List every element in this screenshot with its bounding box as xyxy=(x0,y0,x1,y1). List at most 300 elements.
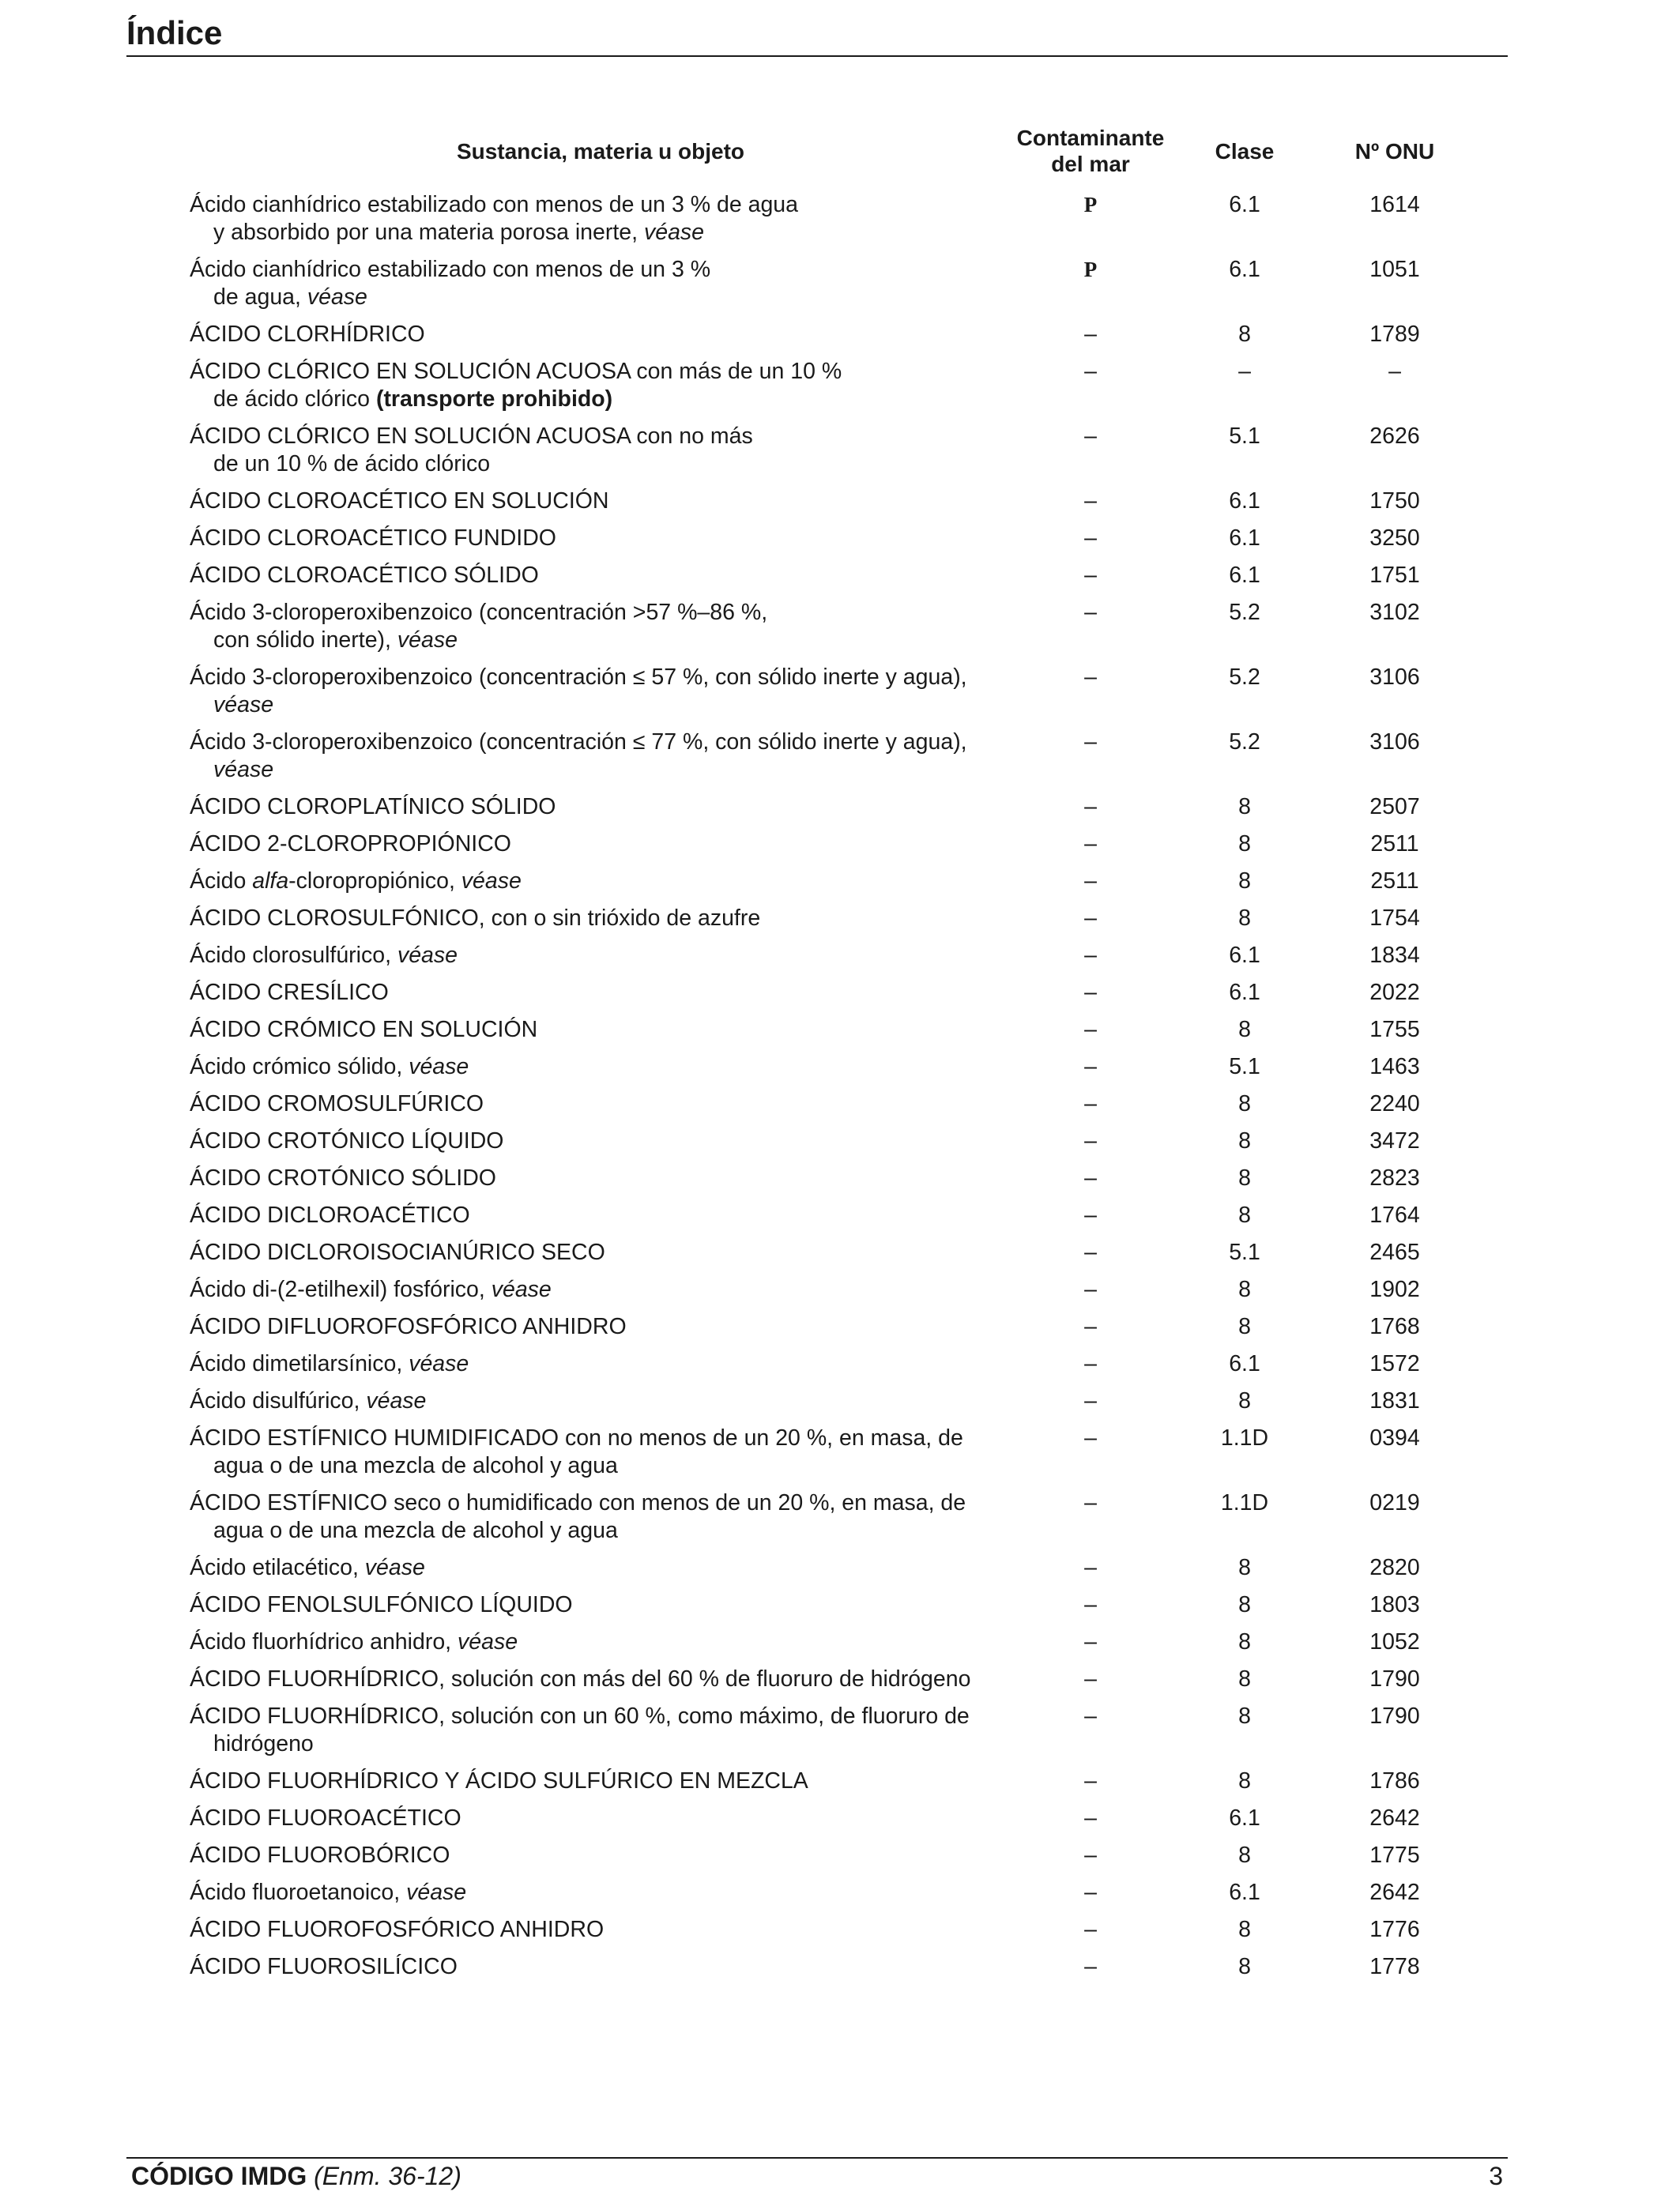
marine-pollutant-cell-value: – xyxy=(1084,943,1097,968)
substance-name-line xyxy=(190,831,511,857)
text: Ácido fluoroetanoico, xyxy=(190,1880,407,1905)
class-cell-value: 8 xyxy=(1238,1203,1251,1228)
substance-name xyxy=(190,1165,1011,1202)
substance-name xyxy=(190,793,1011,830)
class-cell-value: 6.1 xyxy=(1229,1805,1260,1831)
substance-name xyxy=(190,1313,1011,1350)
substance-name-line xyxy=(190,1666,970,1692)
un-number-cell-value: 3106 xyxy=(1369,729,1420,755)
text: ÁCIDO CLORHÍDRICO xyxy=(190,322,425,347)
text: ÁCIDO FLUOROACÉTICO xyxy=(190,1805,461,1831)
un-number-cell-value: 2642 xyxy=(1369,1880,1420,1905)
italic-text: véase xyxy=(409,1351,469,1376)
substance-name-line xyxy=(190,1730,980,1758)
text: de agua, xyxy=(213,284,307,310)
marine-pollutant-cell xyxy=(1011,1425,1170,1489)
un-number-cell xyxy=(1320,868,1470,905)
marine-pollutant-cell-value: – xyxy=(1084,525,1097,551)
marine-pollutant-cell-value: – xyxy=(1084,563,1097,588)
un-number-cell-value: 1755 xyxy=(1369,1017,1420,1042)
class-cell xyxy=(1170,830,1320,868)
substance-name-line xyxy=(190,450,980,478)
substance-name xyxy=(190,1387,1011,1425)
un-number-cell-value: 3472 xyxy=(1369,1128,1420,1154)
substance-name xyxy=(190,488,1011,525)
substance-name xyxy=(190,1805,1011,1842)
substance-name xyxy=(190,729,1011,793)
substance-name xyxy=(190,1768,1011,1805)
un-number-cell-value: 1751 xyxy=(1369,563,1420,588)
class-cell xyxy=(1170,729,1320,793)
marine-pollutant-cell-value: – xyxy=(1084,1880,1097,1905)
text: ÁCIDO FLUORHÍDRICO, solución con un 60 %, como máximo, de fluoruro de xyxy=(190,1704,970,1729)
un-number-cell-value: 1463 xyxy=(1369,1054,1420,1079)
substance-name-line xyxy=(190,1017,537,1042)
un-number-cell xyxy=(1320,830,1470,868)
substance-name-line xyxy=(190,488,609,514)
class-cell-value: 8 xyxy=(1238,1388,1251,1414)
class-cell-value: 8 xyxy=(1238,1768,1251,1794)
class-cell-value: 6.1 xyxy=(1229,1880,1260,1905)
substance-name xyxy=(190,1016,1011,1053)
class-cell-value: 8 xyxy=(1238,1954,1251,1979)
marine-pollutant-cell-value: – xyxy=(1084,1277,1097,1302)
table-row xyxy=(190,793,1470,830)
marine-pollutant-cell-value: – xyxy=(1084,600,1097,625)
substance-name xyxy=(190,1554,1011,1591)
substance-name xyxy=(190,1879,1011,1916)
text: agua o de una mezcla de alcohol y agua xyxy=(213,1518,618,1543)
class-cell-value: 8 xyxy=(1238,1629,1251,1655)
marine-pollutant-cell xyxy=(1011,256,1170,321)
italic-text: véase xyxy=(461,868,522,894)
un-number-cell-value: 3106 xyxy=(1369,665,1420,690)
text: ÁCIDO CROTÓNICO SÓLIDO xyxy=(190,1165,496,1191)
class-cell xyxy=(1170,1554,1320,1591)
class-cell-value: 8 xyxy=(1238,1843,1251,1868)
substance-name-line xyxy=(190,1517,980,1545)
marine-pollutant-cell-value: – xyxy=(1084,1629,1097,1655)
un-number-cell xyxy=(1320,664,1470,729)
table-row xyxy=(190,729,1470,793)
marine-pollutant-cell xyxy=(1011,1313,1170,1350)
class-cell-value: 8 xyxy=(1238,1592,1251,1617)
class-cell-value: 8 xyxy=(1238,1314,1251,1339)
marine-pollutant-cell-value: – xyxy=(1084,1351,1097,1376)
marine-pollutant-cell-value: – xyxy=(1084,1425,1097,1451)
substance-name-line xyxy=(190,868,522,894)
table-row xyxy=(190,1703,1470,1768)
bold-text: (transporte prohibido) xyxy=(375,386,613,412)
substance-name-line xyxy=(190,729,967,755)
italic-text: véase xyxy=(397,627,458,653)
substance-name-line xyxy=(190,943,458,968)
marine-pollutant-cell xyxy=(1011,1239,1170,1276)
class-cell xyxy=(1170,1276,1320,1313)
table-row xyxy=(190,1053,1470,1090)
un-number-cell xyxy=(1320,905,1470,942)
table-body xyxy=(190,191,1470,1990)
class-cell-value: 5.2 xyxy=(1229,729,1260,755)
class-cell-value: 8 xyxy=(1238,1017,1251,1042)
marine-pollutant-cell xyxy=(1011,525,1170,562)
class-cell-value: 6.1 xyxy=(1229,488,1260,514)
text: ÁCIDO CROTÓNICO LÍQUIDO xyxy=(190,1128,504,1154)
class-cell-value: – xyxy=(1238,359,1251,384)
text: Ácido di-(2-etilhexil) fosfórico, xyxy=(190,1277,492,1302)
un-number-cell xyxy=(1320,1554,1470,1591)
text: ÁCIDO DICLOROACÉTICO xyxy=(190,1203,470,1228)
table-row xyxy=(190,979,1470,1016)
class-cell-value: 8 xyxy=(1238,322,1251,347)
text: ÁCIDO CROMOSULFÚRICO xyxy=(190,1091,484,1116)
text: ÁCIDO 2-CLOROPROPIÓNICO xyxy=(190,831,511,857)
un-number-cell-value: 1775 xyxy=(1369,1843,1420,1868)
substance-name xyxy=(190,358,1011,423)
un-number-cell-value: 1786 xyxy=(1369,1768,1420,1794)
un-number-cell-value: 2823 xyxy=(1369,1165,1420,1191)
un-number-cell xyxy=(1320,256,1470,321)
substance-name-line xyxy=(190,980,389,1005)
marine-pollutant-cell xyxy=(1011,905,1170,942)
italic-text: véase xyxy=(307,284,367,310)
substance-name xyxy=(190,1703,1011,1768)
un-number-cell xyxy=(1320,1879,1470,1916)
un-number-cell xyxy=(1320,942,1470,979)
marine-pollutant-cell xyxy=(1011,488,1170,525)
marine-pollutant-cell xyxy=(1011,1953,1170,1990)
marine-pollutant-cell-value: – xyxy=(1084,1592,1097,1617)
substance-name-line xyxy=(190,665,967,690)
class-cell xyxy=(1170,1666,1320,1703)
table-row xyxy=(190,1842,1470,1879)
marine-pollutant-cell-value: – xyxy=(1084,1091,1097,1116)
class-cell xyxy=(1170,321,1320,358)
footer-code xyxy=(131,2159,461,2193)
substance-name xyxy=(190,1053,1011,1090)
substance-name xyxy=(190,1916,1011,1953)
class-cell-value: 8 xyxy=(1238,905,1251,931)
marine-pollutant-cell xyxy=(1011,1165,1170,1202)
class-cell xyxy=(1170,664,1320,729)
marine-pollutant-cell-value: – xyxy=(1084,1917,1097,1942)
un-number-cell xyxy=(1320,1916,1470,1953)
marine-pollutant-cell-value: P xyxy=(1083,193,1098,216)
class-cell xyxy=(1170,1916,1320,1953)
substance-name-line xyxy=(190,359,842,384)
index-table xyxy=(190,125,1470,1990)
class-cell-value: 5.1 xyxy=(1229,424,1260,449)
class-cell xyxy=(1170,1842,1320,1879)
marine-pollutant-cell xyxy=(1011,1489,1170,1554)
un-number-cell xyxy=(1320,1805,1470,1842)
class-cell-value: 6.1 xyxy=(1229,943,1260,968)
un-number-cell-value: 1750 xyxy=(1369,488,1420,514)
class-cell xyxy=(1170,599,1320,664)
un-number-cell xyxy=(1320,1313,1470,1350)
text: Ácido xyxy=(190,868,253,894)
substance-name xyxy=(190,321,1011,358)
un-number-cell-value: 0394 xyxy=(1369,1425,1420,1451)
un-number-cell xyxy=(1320,321,1470,358)
marine-pollutant-cell-value: – xyxy=(1084,665,1097,690)
class-cell-value: 5.1 xyxy=(1229,1240,1260,1265)
table-row xyxy=(190,525,1470,562)
class-cell-value: 6.1 xyxy=(1229,525,1260,551)
header-class: Clase xyxy=(1215,138,1275,164)
substance-name-line xyxy=(190,691,980,719)
un-number-cell xyxy=(1320,1276,1470,1313)
table-row xyxy=(190,1165,1470,1202)
un-number-cell-value: 1776 xyxy=(1369,1917,1420,1942)
class-cell xyxy=(1170,942,1320,979)
substance-name xyxy=(190,191,1011,256)
table-row xyxy=(190,868,1470,905)
marine-pollutant-cell-value: – xyxy=(1084,1165,1097,1191)
substance-name-line xyxy=(190,1954,458,1979)
un-number-cell-value: 2820 xyxy=(1369,1555,1420,1580)
un-number-cell-value: 1803 xyxy=(1369,1592,1420,1617)
substance-name-line xyxy=(190,1629,518,1655)
class-cell-value: 8 xyxy=(1238,1555,1251,1580)
substance-name xyxy=(190,1628,1011,1666)
marine-pollutant-cell xyxy=(1011,1879,1170,1916)
class-cell xyxy=(1170,1387,1320,1425)
class-cell-value: 1.1D xyxy=(1220,1490,1269,1515)
substance-name-line xyxy=(190,1388,426,1414)
substance-name-line xyxy=(190,424,753,449)
marine-pollutant-cell xyxy=(1011,1016,1170,1053)
page-footer xyxy=(126,2157,1508,2195)
substance-name-line xyxy=(190,1805,461,1831)
un-number-cell xyxy=(1320,1165,1470,1202)
text: de un 10 % de ácido clórico xyxy=(213,451,491,476)
substance-name-line xyxy=(190,525,556,551)
un-number-cell xyxy=(1320,1953,1470,1990)
substance-name xyxy=(190,1202,1011,1239)
class-cell xyxy=(1170,525,1320,562)
marine-pollutant-cell xyxy=(1011,793,1170,830)
table-row xyxy=(190,358,1470,423)
class-cell-value: 6.1 xyxy=(1229,1351,1260,1376)
class-cell-value: 8 xyxy=(1238,831,1251,857)
class-cell-value: 6.1 xyxy=(1229,980,1260,1005)
text: agua o de una mezcla de alcohol y agua xyxy=(213,1453,618,1478)
un-number-cell-value: – xyxy=(1388,359,1401,384)
marine-pollutant-cell xyxy=(1011,1276,1170,1313)
marine-pollutant-cell xyxy=(1011,1387,1170,1425)
header-pollutant-line2: del mar xyxy=(1051,152,1130,176)
class-cell-value: 8 xyxy=(1238,1666,1251,1692)
text: Ácido cianhídrico estabilizado con menos de un 3 % de agua xyxy=(190,192,799,217)
substance-name-line xyxy=(190,1165,496,1191)
table-row xyxy=(190,1879,1470,1916)
class-cell-value: 8 xyxy=(1238,1917,1251,1942)
class-cell xyxy=(1170,1703,1320,1768)
text: con sólido inerte), xyxy=(213,627,397,653)
marine-pollutant-cell xyxy=(1011,562,1170,599)
marine-pollutant-cell xyxy=(1011,729,1170,793)
un-number-cell xyxy=(1320,1666,1470,1703)
table-row xyxy=(190,1387,1470,1425)
table-row xyxy=(190,1591,1470,1628)
text: ÁCIDO CLÓRICO EN SOLUCIÓN ACUOSA con más de un 10 % xyxy=(190,359,842,384)
substance-name-line xyxy=(190,1091,484,1116)
class-cell xyxy=(1170,1165,1320,1202)
class-cell xyxy=(1170,1313,1320,1350)
class-cell xyxy=(1170,1628,1320,1666)
substance-name xyxy=(190,664,1011,729)
un-number-cell-value: 1790 xyxy=(1369,1704,1420,1729)
class-cell-value: 5.1 xyxy=(1229,1054,1260,1079)
table-row xyxy=(190,1916,1470,1953)
page-title: Índice xyxy=(126,14,223,51)
substance-name xyxy=(190,423,1011,488)
table-row xyxy=(190,256,1470,321)
table-header-row xyxy=(190,125,1470,191)
substance-name-line xyxy=(190,1917,604,1942)
un-number-cell xyxy=(1320,1768,1470,1805)
un-number-cell xyxy=(1320,423,1470,488)
text: ÁCIDO FENOLSULFÓNICO LÍQUIDO xyxy=(190,1592,573,1617)
class-cell-value: 1.1D xyxy=(1220,1425,1269,1451)
italic-text: véase xyxy=(397,943,458,968)
marine-pollutant-cell xyxy=(1011,664,1170,729)
text: ÁCIDO DIFLUOROFOSFÓRICO ANHIDRO xyxy=(190,1314,627,1339)
class-cell xyxy=(1170,868,1320,905)
text: ÁCIDO FLUOROBÓRICO xyxy=(190,1843,450,1868)
table-row xyxy=(190,1425,1470,1489)
footer-code-title: CÓDIGO IMDG xyxy=(131,2162,307,2190)
table-row xyxy=(190,1016,1470,1053)
class-cell xyxy=(1170,191,1320,256)
marine-pollutant-cell xyxy=(1011,1554,1170,1591)
un-number-cell-value: 1572 xyxy=(1369,1351,1420,1376)
class-cell xyxy=(1170,1053,1320,1090)
substance-name-line xyxy=(190,219,980,247)
un-number-cell-value: 2511 xyxy=(1370,831,1419,857)
un-number-cell-value: 0219 xyxy=(1369,1490,1420,1515)
class-cell xyxy=(1170,1425,1320,1489)
table-row xyxy=(190,830,1470,868)
text: ÁCIDO CLOROPLATÍNICO SÓLIDO xyxy=(190,794,556,819)
marine-pollutant-cell-value: – xyxy=(1084,729,1097,755)
class-cell xyxy=(1170,256,1320,321)
class-cell xyxy=(1170,1090,1320,1128)
un-number-cell xyxy=(1320,599,1470,664)
marine-pollutant-cell xyxy=(1011,1591,1170,1628)
substance-name-line xyxy=(190,1425,963,1451)
substance-name-line xyxy=(190,1880,466,1905)
substance-name-line xyxy=(190,1277,552,1302)
substance-name xyxy=(190,256,1011,321)
table-row xyxy=(190,423,1470,488)
marine-pollutant-cell-value: – xyxy=(1084,905,1097,931)
marine-pollutant-cell-value: – xyxy=(1084,488,1097,514)
italic-text: véase xyxy=(366,1388,427,1414)
table-row xyxy=(190,191,1470,256)
marine-pollutant-cell xyxy=(1011,1842,1170,1879)
marine-pollutant-cell xyxy=(1011,868,1170,905)
text: ÁCIDO ESTÍFNICO HUMIDIFICADO con no menos de un 20 %, en masa, de xyxy=(190,1425,963,1451)
substance-name xyxy=(190,1090,1011,1128)
table-row xyxy=(190,1554,1470,1591)
marine-pollutant-cell xyxy=(1011,1202,1170,1239)
marine-pollutant-cell-value: – xyxy=(1084,980,1097,1005)
marine-pollutant-cell-value: – xyxy=(1084,424,1097,449)
un-number-cell xyxy=(1320,1350,1470,1387)
substance-name-line xyxy=(190,905,760,931)
table-row xyxy=(190,664,1470,729)
substance-name-line xyxy=(190,386,980,413)
italic-text: véase xyxy=(364,1555,425,1580)
italic-text: alfa xyxy=(252,868,289,894)
un-number-cell xyxy=(1320,1425,1470,1489)
marine-pollutant-cell xyxy=(1011,1666,1170,1703)
marine-pollutant-cell-value: – xyxy=(1084,1768,1097,1794)
table-row xyxy=(190,942,1470,979)
substance-name xyxy=(190,525,1011,562)
substance-name-line xyxy=(190,1843,450,1868)
text: hidrógeno xyxy=(213,1731,314,1756)
un-number-cell-value: 3102 xyxy=(1369,600,1420,625)
footer-edition: (Enm. 36-12) xyxy=(314,2162,461,2190)
substance-name xyxy=(190,979,1011,1016)
text: ÁCIDO CLOROACÉTICO FUNDIDO xyxy=(190,525,556,551)
substance-name xyxy=(190,905,1011,942)
marine-pollutant-cell-value: – xyxy=(1084,1128,1097,1154)
marine-pollutant-cell xyxy=(1011,1768,1170,1805)
un-number-cell xyxy=(1320,1387,1470,1425)
class-cell xyxy=(1170,793,1320,830)
un-number-cell xyxy=(1320,979,1470,1016)
substance-name-line xyxy=(190,794,556,819)
class-cell-value: 8 xyxy=(1238,1704,1251,1729)
marine-pollutant-cell-value: – xyxy=(1084,1017,1097,1042)
text: Ácido 3-cloroperoxibenzoico (concentración ≤ 57 %, con sólido inerte y agua), xyxy=(190,665,967,690)
class-cell-value: 8 xyxy=(1238,1091,1251,1116)
marine-pollutant-cell-value: – xyxy=(1084,794,1097,819)
marine-pollutant-cell-value: – xyxy=(1084,1555,1097,1580)
marine-pollutant-cell-value: – xyxy=(1084,1666,1097,1692)
header-un-number: Nº ONU xyxy=(1354,138,1435,164)
text: ÁCIDO CLOROACÉTICO SÓLIDO xyxy=(190,563,539,588)
substance-name-line xyxy=(190,284,980,311)
class-cell-value: 5.2 xyxy=(1229,600,1260,625)
substance-name xyxy=(190,1276,1011,1313)
substance-name-line xyxy=(190,1555,425,1580)
class-cell xyxy=(1170,979,1320,1016)
un-number-cell-value: 2511 xyxy=(1370,868,1419,894)
text: ÁCIDO FLUORHÍDRICO, solución con más del 60 % de fluoruro de hidrógeno xyxy=(190,1666,971,1692)
un-number-cell-value: 1051 xyxy=(1369,257,1420,282)
un-number-cell xyxy=(1320,729,1470,793)
un-number-cell-value: 1778 xyxy=(1369,1954,1420,1979)
substance-name xyxy=(190,942,1011,979)
substance-name-line xyxy=(190,1128,503,1154)
marine-pollutant-cell-value: – xyxy=(1084,1704,1097,1729)
substance-name-line xyxy=(190,1054,469,1079)
text: y absorbido por una materia porosa inerte, xyxy=(213,220,644,245)
header-substance: Sustancia, materia u objeto xyxy=(456,138,745,164)
un-number-cell xyxy=(1320,1202,1470,1239)
table-row xyxy=(190,1202,1470,1239)
marine-pollutant-cell xyxy=(1011,321,1170,358)
class-cell-value: 6.1 xyxy=(1229,257,1260,282)
class-cell xyxy=(1170,1805,1320,1842)
class-cell-value: 8 xyxy=(1238,868,1251,894)
marine-pollutant-cell-value: – xyxy=(1084,831,1097,857)
